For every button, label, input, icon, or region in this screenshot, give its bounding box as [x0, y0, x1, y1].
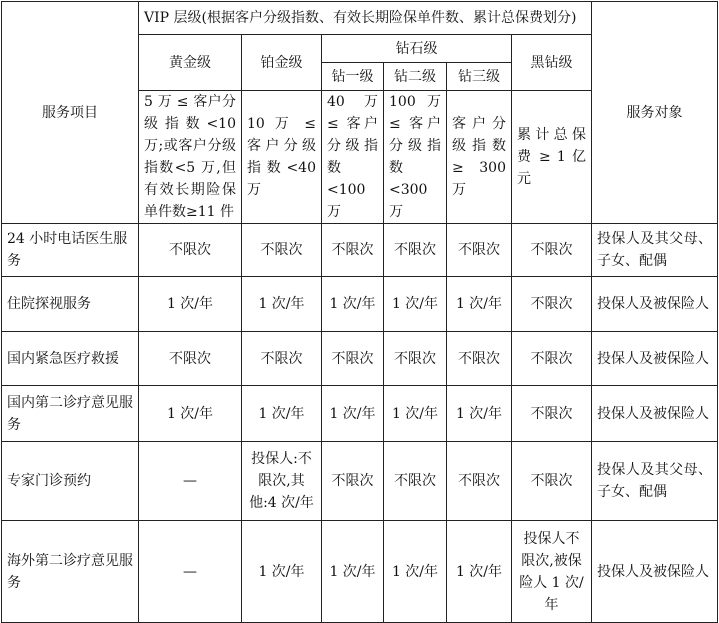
diamond3-cell: 1 次/年	[447, 277, 512, 332]
service-target-cell: 投保人及其父母、子女、配偶	[592, 224, 718, 277]
diamond2-cell: 不限次	[384, 224, 447, 277]
table-row	[2, 277, 718, 332]
diamond1-cell: 1 次/年	[322, 521, 384, 623]
table-row	[2, 332, 718, 386]
black-diamond-cell: 不限次	[512, 442, 592, 521]
service-target-header: 服务对象	[592, 2, 718, 224]
diamond3-criteria: 客户分级指数 ≥ 300 万	[447, 91, 512, 224]
platinum-criteria: 10 万 ≤ 客户分级指数<40 万	[242, 91, 322, 224]
diamond2-cell: 不限次	[384, 332, 447, 386]
platinum-cell: 不限次	[242, 332, 322, 386]
diamond2-header: 钻二级	[384, 63, 447, 91]
service-item-cell: 住院探视服务	[2, 277, 139, 332]
diamond1-cell: 不限次	[322, 332, 384, 386]
black-diamond-criteria: 累计总保费 ≥ 1 亿元	[512, 91, 592, 224]
table-row	[2, 442, 718, 521]
service-item-cell: 国内第二诊疗意见服务	[2, 386, 139, 442]
black-diamond-level-header: 黑钻级	[512, 35, 592, 91]
black-diamond-cell: 不限次	[512, 386, 592, 442]
service-target-cell: 投保人及其父母、子女、配偶	[592, 442, 718, 521]
diamond3-cell: 1 次/年	[447, 386, 512, 442]
service-item-header: 服务项目	[2, 2, 139, 224]
header-row-1	[2, 2, 718, 35]
service-item-cell: 专家门诊预约	[2, 442, 139, 521]
diamond3-cell: 1 次/年	[447, 521, 512, 623]
service-item-cell: 海外第二诊疗意见服务	[2, 521, 139, 623]
table-row	[2, 386, 718, 442]
gold-cell: 不限次	[139, 224, 242, 277]
gold-cell: —	[139, 521, 242, 623]
diamond3-header: 钻三级	[447, 63, 512, 91]
diamond2-cell: 1 次/年	[384, 277, 447, 332]
gold-cell: 1 次/年	[139, 277, 242, 332]
service-target-cell: 投保人及被保险人	[592, 332, 718, 386]
vip-service-table	[1, 1, 718, 623]
diamond1-cell: 1 次/年	[322, 386, 384, 442]
diamond2-cell: 1 次/年	[384, 386, 447, 442]
black-diamond-cell: 不限次	[512, 332, 592, 386]
vip-level-header: VIP 层级(根据客户分级指数、有效长期险保单件数、累计总保费划分)	[139, 2, 592, 35]
service-target-cell: 投保人及被保险人	[592, 521, 718, 623]
gold-cell: 不限次	[139, 332, 242, 386]
gold-cell: —	[139, 442, 242, 521]
platinum-cell: 1 次/年	[242, 277, 322, 332]
diamond1-cell: 不限次	[322, 442, 384, 521]
diamond1-cell: 不限次	[322, 224, 384, 277]
diamond2-cell: 不限次	[384, 442, 447, 521]
diamond-level-header: 钻石级	[322, 35, 512, 63]
platinum-level-header: 铂金级	[242, 35, 322, 91]
diamond3-cell: 不限次	[447, 224, 512, 277]
diamond1-criteria: 40 万 ≤ 客户分级指数<100 万	[322, 91, 384, 224]
platinum-cell: 投保人:不限次,其他:4 次/年	[242, 442, 322, 521]
gold-level-header: 黄金级	[139, 35, 242, 91]
platinum-cell: 1 次/年	[242, 521, 322, 623]
diamond2-criteria: 100 万 ≤ 客户分级指数<300 万	[384, 91, 447, 224]
diamond3-cell: 不限次	[447, 442, 512, 521]
service-target-cell: 投保人及被保险人	[592, 277, 718, 332]
diamond2-cell: 1 次/年	[384, 521, 447, 623]
diamond1-cell: 1 次/年	[322, 277, 384, 332]
platinum-cell: 1 次/年	[242, 386, 322, 442]
gold-criteria: 5 万 ≤ 客户分级指数<10 万;或客户分级指数<5 万,但有效长期险保单件数≥11 件	[139, 91, 242, 224]
diamond3-cell: 不限次	[447, 332, 512, 386]
black-diamond-cell: 投保人不限次,被保险人 1 次/年	[512, 521, 592, 623]
service-item-cell: 24 小时电话医生服务	[2, 224, 139, 277]
gold-cell: 1 次/年	[139, 386, 242, 442]
black-diamond-cell: 不限次	[512, 277, 592, 332]
table-row	[2, 224, 718, 277]
diamond1-header: 钻一级	[322, 63, 384, 91]
service-item-cell: 国内紧急医疗救援	[2, 332, 139, 386]
platinum-cell: 不限次	[242, 224, 322, 277]
service-target-cell: 投保人及被保险人	[592, 386, 718, 442]
black-diamond-cell: 不限次	[512, 224, 592, 277]
table-row	[2, 521, 718, 623]
